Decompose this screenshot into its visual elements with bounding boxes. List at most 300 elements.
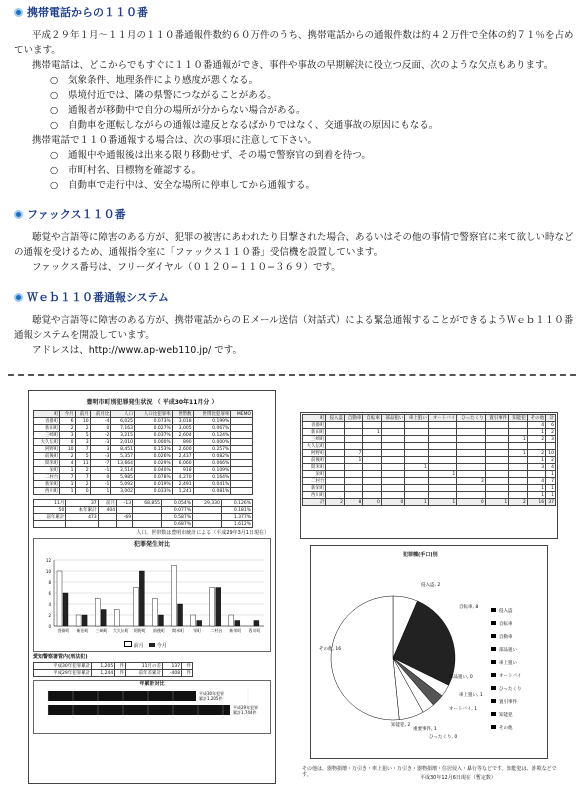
table-cell	[231, 453, 253, 460]
table-cell	[457, 443, 486, 450]
table-cell: 2	[546, 457, 556, 464]
table-row	[303, 464, 556, 471]
table-cell	[344, 478, 362, 485]
table-cell: 1	[344, 457, 362, 464]
table-cell	[231, 467, 253, 474]
table-cell: 0.199%	[193, 418, 231, 425]
table-cell: 4	[546, 464, 556, 471]
bar	[101, 610, 106, 627]
table-cell	[66, 521, 98, 528]
table-cell	[485, 492, 508, 499]
table-cell	[344, 464, 362, 471]
bar	[172, 566, 177, 627]
yr-title: 愛知警察署管内(刑法犯)	[33, 654, 88, 660]
table-cell	[485, 443, 508, 450]
table-row	[303, 443, 556, 450]
table-cell: 4	[60, 460, 75, 467]
table-cell: 1.377%	[221, 514, 252, 521]
table-cell: 新田町	[34, 425, 60, 432]
table-cell: 平成29年犯罪累計	[34, 670, 92, 677]
table-cell: 2	[75, 467, 90, 474]
table-cell	[485, 450, 508, 457]
legend-label: 自動車	[499, 635, 513, 640]
table-cell: 2	[60, 453, 75, 460]
table-cell	[485, 485, 508, 492]
table-cell	[405, 429, 428, 436]
chart-title: 犯罪発生対比	[133, 541, 170, 548]
table-cell: -3	[90, 453, 111, 460]
table-cell: 1	[405, 499, 428, 506]
table-cell	[231, 460, 253, 467]
table-cell: 前月	[98, 500, 116, 507]
table-cell: 今月	[60, 411, 75, 418]
table-row	[34, 521, 253, 528]
table-cell	[326, 492, 344, 499]
table-cell	[326, 464, 344, 471]
table-cell	[485, 457, 508, 464]
table-cell: 前月	[75, 411, 90, 418]
table-cell: 1	[60, 488, 75, 495]
table-cell: 1	[405, 464, 428, 471]
table-cell: 1,244	[92, 670, 115, 677]
paragraph: アドレスは、http://www.ap-web110.jp/ です。	[32, 345, 242, 356]
section-mobile	[14, 4, 574, 193]
table-cell	[344, 471, 362, 478]
list	[14, 148, 574, 193]
bar	[57, 571, 62, 626]
table-cell	[381, 422, 404, 429]
table-cell: 車上狙い	[405, 415, 428, 422]
bar	[254, 621, 259, 627]
table-cell: 自動車	[344, 415, 362, 422]
paragraph: 聴覚や言語等に障害のある方が、犯罪の被害にあわれたり目撃された場合、あるいはその他の事情で警察官に来て欲しい時などの通報を受けるため、通報指令室に「ファックス１１０番」受信機を設置しています。	[14, 232, 574, 258]
legend-swatch	[491, 660, 496, 664]
table-cell: 町	[303, 415, 326, 422]
bar-label: 平成29年犯罪	[233, 705, 259, 710]
table-cell: 1	[90, 488, 111, 495]
table-cell: 人口	[111, 411, 135, 418]
legend: 前月 今月	[124, 641, 167, 649]
table-cell: 1	[509, 450, 527, 457]
table-cell	[485, 464, 508, 471]
yr-chart	[33, 680, 271, 734]
table-row	[34, 670, 193, 677]
table-cell	[405, 422, 428, 429]
table-cell: 0.054%	[161, 500, 192, 507]
pie-label: 部品狙い, 0	[449, 675, 473, 680]
table-cell	[509, 443, 527, 450]
category-label: 間米町	[172, 628, 185, 633]
table-cell	[509, 464, 527, 471]
table-cell	[405, 492, 428, 499]
pie-label: 車上狙い, 1	[459, 693, 483, 698]
table-cell: 0.587%	[161, 514, 192, 521]
table-row	[303, 471, 556, 478]
bar	[139, 571, 144, 626]
bar	[133, 588, 138, 627]
paragraph: ファックス番号は、フリーダイヤル（０１２０−１１０−３６９）です。	[32, 262, 341, 273]
table-cell: 計	[546, 415, 556, 422]
table-cell: 0.164%	[193, 474, 231, 481]
pie-slice	[331, 596, 399, 720]
table-cell: 1,205	[92, 663, 115, 670]
table-row	[34, 507, 253, 514]
bar-chart	[34, 548, 270, 640]
table-cell: 10	[546, 450, 556, 457]
table-cell: 1	[485, 499, 508, 506]
table-cell	[546, 443, 556, 450]
table-cell: 3	[75, 439, 90, 446]
legend-swatch	[491, 712, 496, 716]
table-cell	[133, 521, 162, 528]
list-item: ○ 通報者が移動中で自分の場所が分からない場合がある。	[50, 105, 306, 116]
table-cell	[326, 429, 344, 436]
table-cell: 0.033%	[135, 488, 173, 495]
table-cell	[457, 422, 486, 429]
table-cell	[326, 422, 344, 429]
table-cell: 阿野町	[303, 450, 326, 457]
table-cell: 件	[182, 663, 193, 670]
table-cell: 2	[60, 425, 75, 432]
table-cell: 知能犯	[509, 415, 527, 422]
table-cell: -1	[90, 481, 111, 488]
bar	[63, 593, 68, 626]
bar	[210, 588, 215, 627]
legend-label: 置引事件	[499, 700, 517, 705]
list-item: ○ 自動車を運転しながらの通報は違反となるばかりではなく、交通事故の原因にもなる。	[50, 120, 439, 131]
table-cell	[133, 514, 162, 521]
table-cell	[326, 485, 344, 492]
table-cell	[457, 492, 486, 499]
yr-chart-title: 年累計対比	[139, 681, 165, 687]
table-cell	[457, 436, 486, 443]
table-cell: -13	[117, 500, 133, 507]
table-cell	[231, 481, 253, 488]
table-cell	[457, 485, 486, 492]
table-cell	[326, 450, 344, 457]
category-label: 大久伝町	[112, 628, 129, 633]
table-cell	[34, 521, 66, 528]
legend-swatch	[491, 621, 496, 625]
table-cell: 西川町	[303, 492, 326, 499]
table-cell	[405, 436, 428, 443]
table-row	[303, 436, 556, 443]
bar	[235, 621, 240, 627]
table-cell	[344, 485, 362, 492]
table-cell: 0.257%	[193, 446, 231, 453]
tick-label: 4	[48, 602, 51, 607]
table-cell	[193, 521, 222, 528]
table-cell: 11	[75, 460, 90, 467]
table-row	[34, 514, 253, 521]
tick-label: 0	[48, 624, 51, 629]
table-cell	[509, 478, 527, 485]
table-cell: 7	[60, 474, 75, 481]
table-cell: 3	[90, 446, 111, 453]
legend-swatch	[491, 647, 496, 651]
table-cell: 5,357	[111, 453, 135, 460]
table-cell: 1	[527, 492, 545, 499]
table-cell: -408	[162, 670, 181, 677]
table-cell	[428, 485, 456, 492]
note: 人口、世帯数は豊明市統計による（平成29年3月1日現在）	[136, 530, 269, 536]
bar	[216, 588, 221, 627]
table-cell: 2,604	[172, 432, 193, 439]
table-cell	[344, 429, 362, 436]
table-cell	[405, 457, 428, 464]
table-cell: 137	[162, 663, 181, 670]
table-row	[34, 467, 253, 474]
category-label: 二村台	[210, 628, 223, 633]
table-row	[303, 429, 556, 436]
table-cell: 11月	[34, 500, 66, 507]
bar	[95, 599, 100, 627]
table-cell	[457, 450, 486, 457]
paragraph: 携帯電話で１１０番通報する場合は、次の事項に注意して下さい。	[32, 135, 318, 146]
table-cell	[509, 492, 527, 499]
table-cell: 1	[428, 471, 456, 478]
table-cell: 37	[66, 500, 98, 507]
table-cell: 0.026%	[135, 453, 173, 460]
table-row	[303, 492, 556, 499]
table-cell: 3,018	[172, 418, 193, 425]
table-cell	[381, 436, 404, 443]
table-cell: 5,985	[111, 474, 135, 481]
table-cell	[193, 507, 222, 514]
table-cell: 三崎町	[34, 432, 60, 439]
table-cell	[428, 457, 456, 464]
table-cell: 6,060	[172, 460, 193, 467]
table-cell	[485, 478, 508, 485]
table-cell: 自転車	[363, 415, 381, 422]
left-document	[28, 390, 276, 784]
legend-swatch	[491, 608, 496, 612]
table-cell	[117, 521, 133, 528]
table-cell: 11月の差	[126, 663, 163, 670]
table-cell	[98, 521, 116, 528]
table-cell: 7,163	[111, 425, 135, 432]
section-heading: Ｗｅｂ１１０番通報システム	[14, 289, 574, 305]
table-row	[34, 663, 193, 670]
table-cell: 件	[115, 670, 126, 677]
table-cell: 件	[115, 663, 126, 670]
table-cell: 5,092	[111, 481, 135, 488]
table-cell: 0	[381, 499, 404, 506]
bar-chart-frame	[33, 538, 271, 652]
table-cell: 3	[527, 464, 545, 471]
table-cell: 0.040%	[135, 467, 173, 474]
table-cell: -7	[90, 460, 111, 467]
table-cell: 町	[34, 411, 60, 418]
table-cell: 0	[60, 439, 75, 446]
table-cell: 0.066%	[193, 460, 231, 467]
table-cell: 計	[303, 499, 326, 506]
yr-bar-chart	[34, 687, 270, 729]
table-cell: 16	[527, 499, 545, 506]
table-cell: 13,664	[111, 460, 135, 467]
table-cell	[381, 443, 404, 450]
category-label: 阿野町	[133, 628, 146, 633]
table-cell	[485, 422, 508, 429]
bar	[152, 599, 157, 627]
table-row	[34, 481, 253, 488]
table-cell: 3,215	[111, 432, 135, 439]
table-cell: 6	[546, 422, 556, 429]
table-cell	[428, 450, 456, 457]
table-cell: 29,330	[193, 500, 222, 507]
table-cell: 世帯数	[172, 411, 193, 418]
tick-label: 12	[45, 558, 51, 563]
table-cell	[381, 464, 404, 471]
table-cell	[363, 450, 381, 457]
table-row	[303, 415, 556, 422]
table-cell: -3	[90, 439, 111, 446]
bullet-icon	[14, 293, 23, 302]
tick-label: 10	[45, 569, 51, 574]
table-cell: 2,491	[172, 481, 193, 488]
bar-2017	[48, 705, 230, 715]
table-row	[34, 500, 253, 507]
table-row	[303, 499, 556, 506]
table-cell: 新田町	[303, 429, 326, 436]
table-cell: 0.027%	[135, 425, 173, 432]
crime-table	[33, 410, 253, 495]
table-cell	[405, 443, 428, 450]
table-cell: 1	[60, 467, 75, 474]
table-cell: 1	[428, 499, 456, 506]
category-label: 新田町	[76, 628, 89, 633]
table-row	[34, 411, 253, 418]
pie-title: 犯罪種(手口)別	[403, 552, 438, 558]
table-cell	[326, 478, 344, 485]
table-cell: -4	[90, 418, 111, 425]
table-row	[303, 478, 556, 485]
bar-label: 累計1,205件	[199, 696, 223, 701]
table-cell: 4,270	[172, 474, 193, 481]
table-cell: 890	[172, 439, 193, 446]
table-cell: 1	[509, 436, 527, 443]
table-cell: 前後町	[34, 453, 60, 460]
bar	[191, 615, 196, 626]
table-cell: 10	[75, 418, 90, 425]
table-cell: 2,600	[172, 446, 193, 453]
table-cell	[363, 464, 381, 471]
table-row	[34, 460, 253, 467]
table-row	[34, 474, 253, 481]
table-cell: 沓掛町	[303, 422, 326, 429]
legend-label: オートバイ	[499, 674, 522, 679]
table-cell: 0	[363, 499, 381, 506]
legend-label: その他	[499, 726, 513, 731]
legend-swatch	[491, 725, 496, 729]
pie-label: オートバイ, 1	[449, 707, 478, 712]
table-cell: 10	[60, 446, 75, 453]
table-cell: 件	[182, 670, 193, 677]
table-cell: 2	[509, 499, 527, 506]
category-label: 西川町	[248, 628, 261, 633]
table-cell	[527, 471, 545, 478]
table-row	[34, 453, 253, 460]
table-cell: 平成30年犯罪累計	[34, 663, 92, 670]
table-cell	[428, 443, 456, 450]
table-cell: 7	[546, 478, 556, 485]
table-cell: オートバイ	[428, 415, 456, 422]
table-cell: 0	[90, 425, 111, 432]
table-cell: 0.000%	[135, 439, 173, 446]
table-cell	[381, 471, 404, 478]
table-cell	[405, 450, 428, 457]
table-cell	[363, 471, 381, 478]
table-cell	[509, 422, 527, 429]
legend-label: 車上狙い	[499, 661, 517, 666]
pie-label: 重要事件, 1	[413, 727, 437, 732]
table-cell: 1	[546, 471, 556, 478]
table-cell: 1	[546, 485, 556, 492]
table-row	[303, 422, 556, 429]
list-item: ○ 県境付近では、隣の県警につながることがある。	[50, 90, 277, 101]
table-cell: 473	[66, 514, 98, 521]
table-cell: 3	[546, 436, 556, 443]
table-cell	[231, 432, 253, 439]
list	[14, 73, 574, 133]
table-cell: 0.109%	[193, 467, 231, 474]
table-row	[34, 488, 253, 495]
table-cell: 0.153%	[135, 446, 173, 453]
table-cell	[381, 492, 404, 499]
table-cell	[381, 429, 404, 436]
table-cell	[363, 443, 381, 450]
table-row	[34, 425, 253, 432]
table-cell: 大久伝町	[303, 443, 326, 450]
table-cell	[231, 488, 253, 495]
table-cell	[457, 457, 486, 464]
table-cell	[509, 457, 527, 464]
table-cell	[193, 514, 222, 521]
table-cell	[381, 478, 404, 485]
tick-label: 2	[48, 613, 51, 618]
section-heading	[14, 4, 574, 20]
legend-label: ひったくり	[499, 687, 522, 692]
table-cell: 2,010	[111, 439, 135, 446]
table-cell	[457, 429, 486, 436]
category-label: 栄町	[193, 628, 202, 633]
paragraph: 聴覚や言語等に障害のある方が、携帯電話からのＥメール送信（対話式）による緊急通報することができるようＷｅｂ１１０番通報システムを開設しています。	[14, 315, 574, 341]
table-row	[34, 439, 253, 446]
table-cell	[344, 422, 362, 429]
table-cell: 0.067%	[193, 425, 231, 432]
table-cell: 前年差累計	[126, 670, 163, 677]
list-item: ○ 通報中や通報後は出来る限り移動せず、その場で警察官の到着を待つ。	[50, 150, 371, 161]
table-cell	[231, 439, 253, 446]
table-cell	[231, 446, 253, 453]
table-cell	[485, 429, 508, 436]
table-cell	[381, 457, 404, 464]
table-cell	[231, 425, 253, 432]
table-cell	[98, 514, 116, 521]
table-cell	[363, 457, 381, 464]
section-heading: ファックス１１０番	[14, 206, 574, 222]
table-cell: 三崎町	[303, 436, 326, 443]
table-cell: 0.081%	[193, 488, 231, 495]
table-cell: 0.082%	[193, 453, 231, 460]
table-cell: 5	[75, 453, 90, 460]
list-item: ○ 自動車で走行中は、安全な場所に停車してから通報する。	[50, 180, 316, 191]
table-cell	[457, 471, 486, 478]
table-cell: 0.077%	[161, 507, 192, 514]
table-row	[34, 432, 253, 439]
table-cell: 1	[527, 429, 545, 436]
table-cell	[363, 478, 381, 485]
